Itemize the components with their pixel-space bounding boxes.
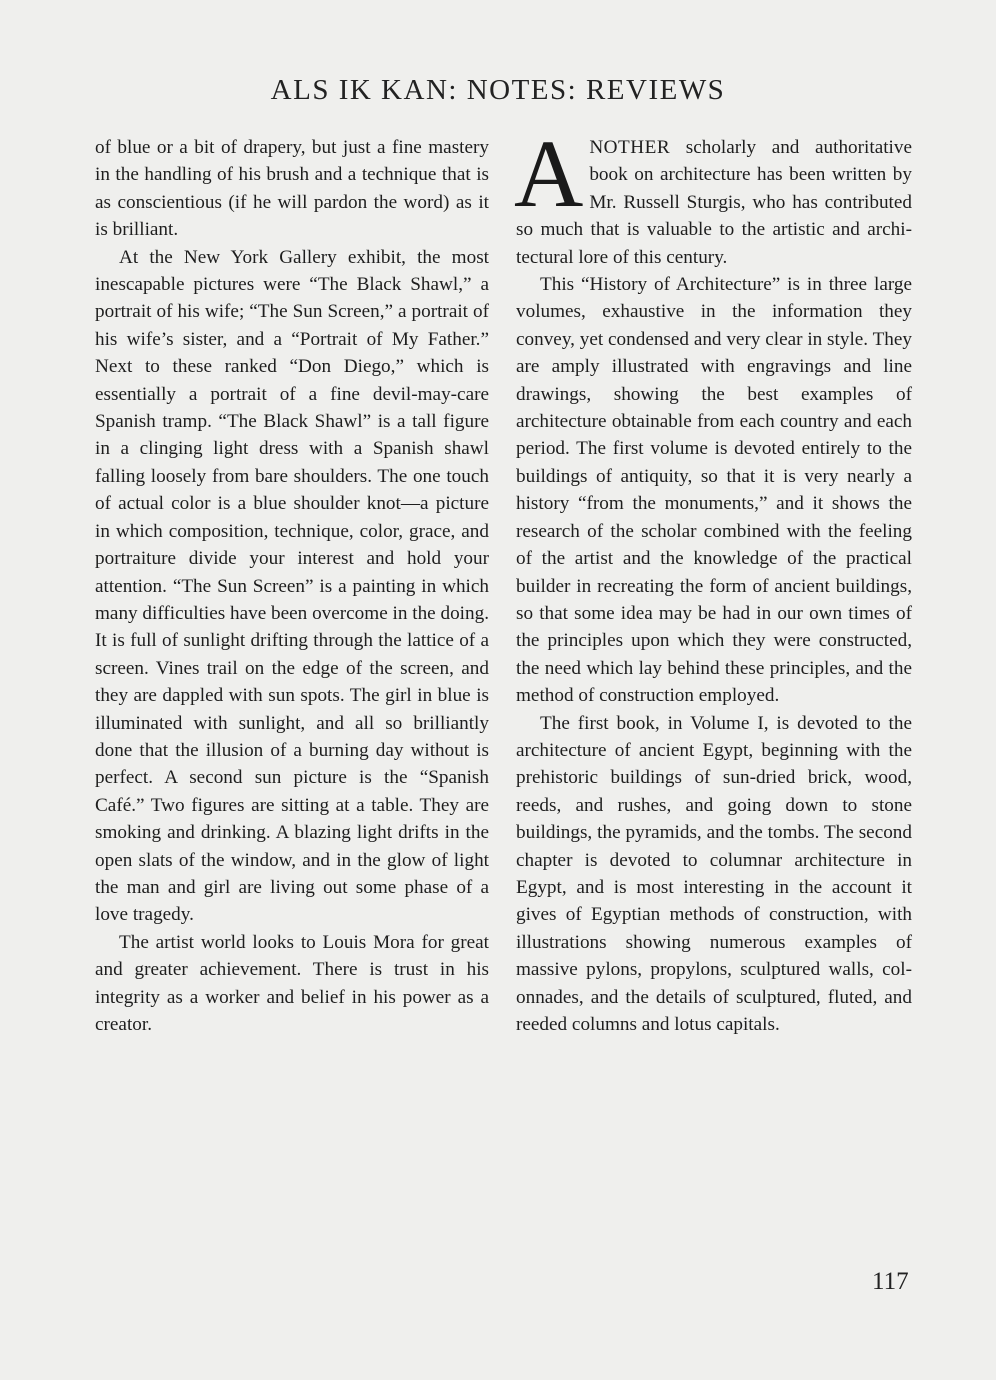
right-column — [514, 120, 912, 1038]
page-number: 117 — [872, 1268, 909, 1295]
paragraph-text: scholarly and authoritative book on architecture has been written by Mr. Russell Sturgis, who has contributed so much that is valuable to the artistic and architectural lore of this century. — [516, 137, 912, 268]
paragraph: of blue or a bit of drapery, but just a fine mastery in the handling of his brush and a technique that is as conscientious (if he will pardon the word) as it is brilliant. — [95, 137, 489, 241]
paragraph: The artist world looks to Louis Mora for great and greater achievement. There is trust in his integrity as a worker and belief in his power as a creator. — [95, 931, 489, 1035]
paragraph: The first book, in Volume I, is devoted to the architecture of ancient Egypt, beginning with the prehistoric buildings of sun-dried brick, wood, reeds, and rushes, and going down to stone buildings, the pyramids, and the tombs. The second chapter is devoted to columnar architecture in Egypt, and is most interesting in the account it gives of Egyptian methods of construction, with illustrations showing numerous examples of massive pylons, propylons, sculptured walls, colonnades, and the details of sculptured, fluted, and reeded columns and lotus capitals. — [516, 712, 912, 1035]
lead-word: NOTHER — [589, 137, 671, 158]
left-column — [95, 134, 489, 1038]
paragraph-with-dropcap — [514, 120, 912, 271]
drop-cap: A — [514, 120, 584, 227]
running-header: ALS IK KAN: NOTES: REVIEWS — [270, 74, 726, 106]
paragraph: This “History of Architecture” is in three large volumes, exhaustive in the information they convey, yet condensed and very clear in style. They are amply illustrated with engravings and line drawings, showing the best examples of architecture obtainable from each country and each period. The first volume is devoted entirely to the buildings of antiquity, so that it is very nearly a history “from the monuments,” and it shows the research of the scholar combined with the feeling of the artist and the knowledge of the practical builder in recreating the form of ancient buildings, so that some idea may be had in our own times of the principles upon which they were constructed, the need which lay behind these principles, and the method of construction employed. — [516, 274, 912, 707]
paragraph: At the New York Gallery exhibit, the most inescapable pictures were “The Black Shawl,” a portrait of his wife; “The Sun Screen,” a portrait of his wife’s sister, and a “Portrait of My Father.” Next to these ranked “Don Diego,” which is essentially a portrait of a fine devil-may-care Spanish tramp. “The Black Shawl” is a tall figure in a clinging light dress with a Spanish shawl falling loosely from bare shoulders. The one touch of actual color is a blue shoulder knot—a picture in which composition, technique, color, grace, and portraiture divide your interest and hold your attention. “The Sun Screen” is a painting in which many difficulties have been overcome in the doing. It is full of sunlight drifting through the lattice of a screen. Vines trail on the edge of the screen, and they are dappled with sun spots. The girl in blue is illuminated with sunlight, and all so brilliantly done that the illusion of a burning day without is perfect. A second sun picture is the “Spanish Café.” Two figures are sitting at a table. They are smoking and drinking. A blazing light drifts in the open slats of the window, and in the glow of light the man and girl are living out some phase of a love tragedy. — [95, 246, 489, 926]
